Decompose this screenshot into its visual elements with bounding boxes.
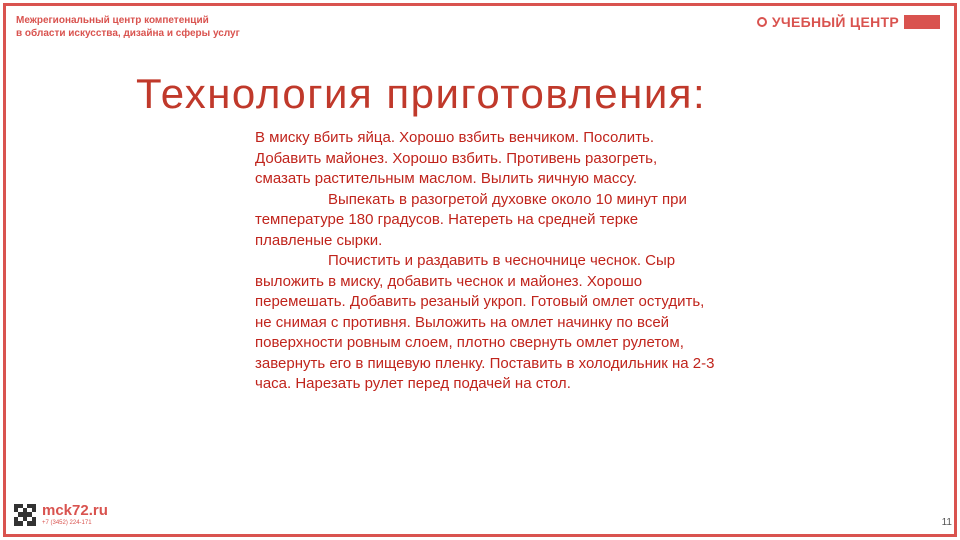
org-line-2: в области искусства, дизайна и сферы услуг <box>16 28 240 39</box>
slide-frame <box>3 3 957 537</box>
organization-name <box>16 14 240 40</box>
slide-title: Технология приготовления: <box>136 70 707 117</box>
recipe-text <box>255 128 715 395</box>
recipe-paragraph-2: Выпекать в разогретой духовке около 10 минут при температуре 180 градусов. Натереть на средней терке плавленые сырки. <box>255 190 687 249</box>
brand-badge-icon <box>904 15 940 29</box>
brand-name: УЧЕБНЫЙ ЦЕНТР <box>771 14 899 30</box>
qr-code-icon <box>14 504 36 526</box>
page-number: 11 <box>941 517 952 528</box>
recipe-paragraph-1: В миску вбить яйца. Хорошо взбить венчиком. Посолить. Добавить майонез. Хорошо взбить. Противень разогреть, смазать растительным маслом. Вылить яичную массу. <box>255 129 658 187</box>
recipe-paragraph-3: Почистить и раздавить в чесночнице чеснок. Сыр выложить в миску, добавить чеснок и майонез. Хорошо перемешать. Добавить резаный укроп. Готовый омлет остудить, не снимая с противня. Выложить на омлет начинку по всей поверхности ровным слоем, плотно свернуть омлет рулетом, завернуть его в пищевую пленку. Поставить в холодильник на 2-3 часа. Нарезать рулет перед подачей на стол. <box>255 252 715 392</box>
footer-contacts <box>14 503 108 526</box>
brand-circle-icon <box>757 17 767 27</box>
website-link[interactable]: mck72.ru <box>42 502 108 519</box>
org-line-1: Межрегиональный центр компетенций <box>16 15 209 26</box>
brand-logo <box>757 14 940 30</box>
phone-number: +7 (3452) 224-171 <box>42 520 92 526</box>
